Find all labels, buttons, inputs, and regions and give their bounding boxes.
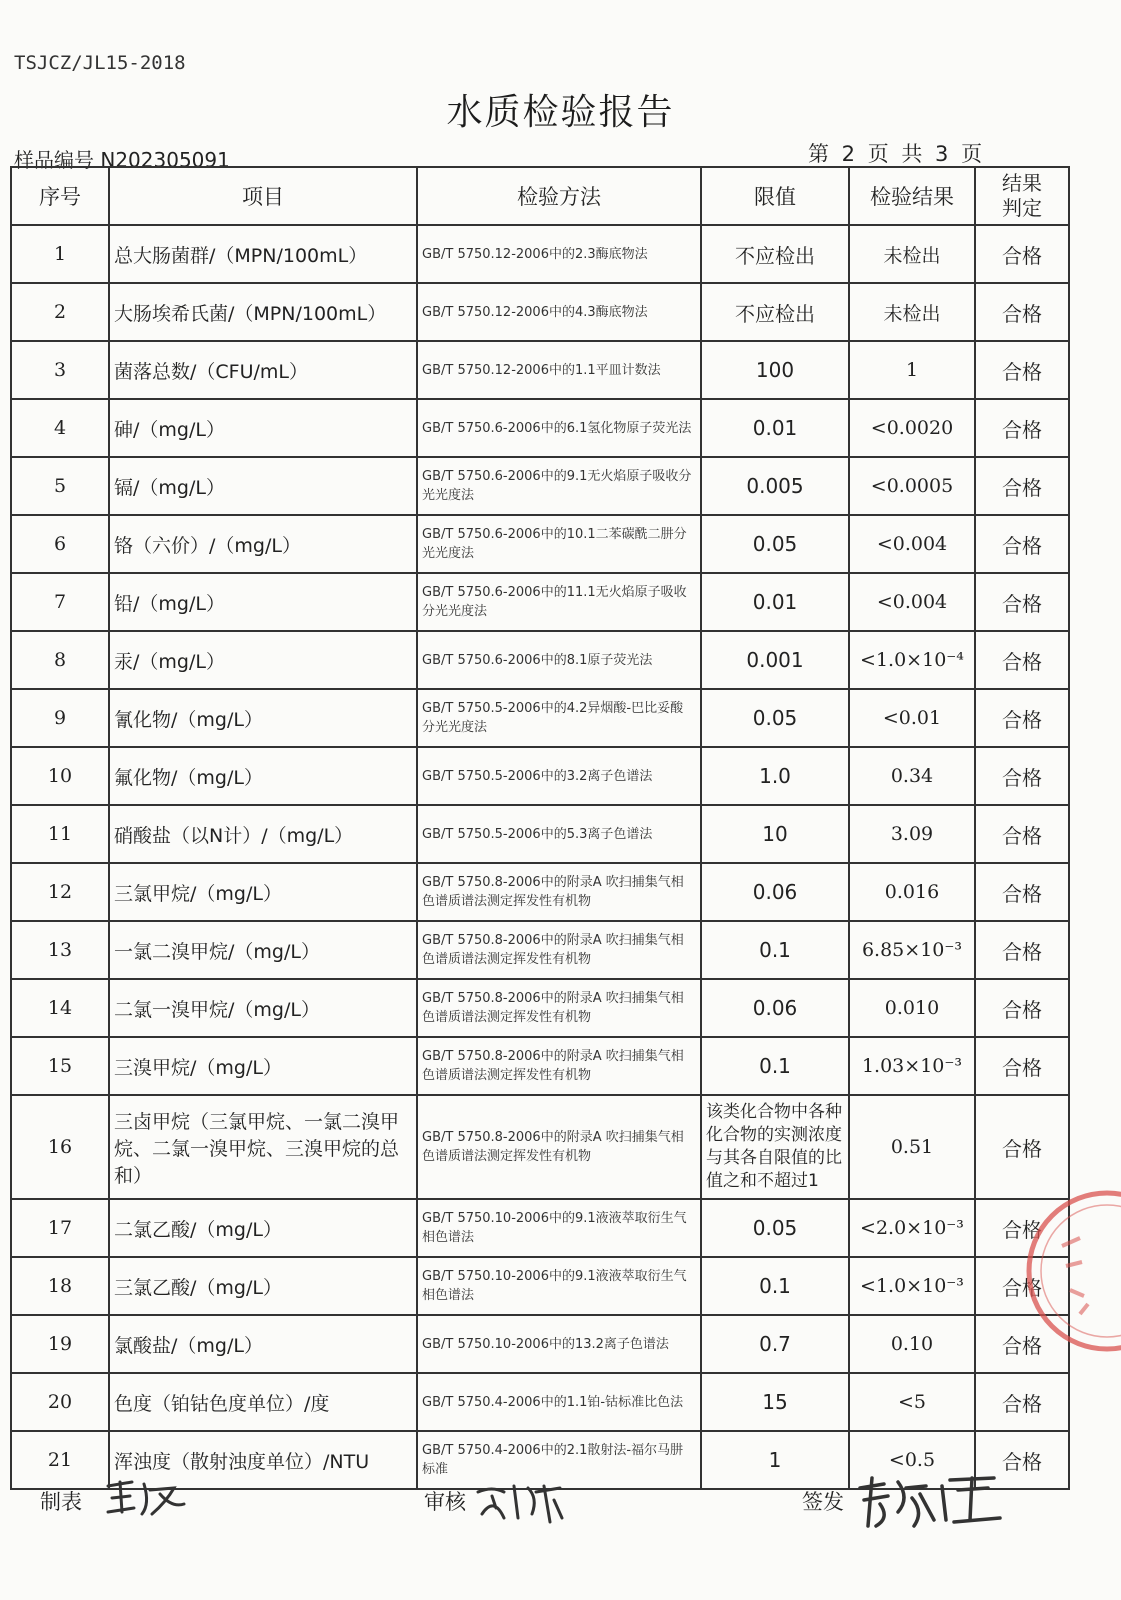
cell-judgement: 合格 [975, 1037, 1069, 1095]
cell-no: 2 [11, 283, 109, 341]
cell-item: 三卤甲烷（三氯甲烷、一氯二溴甲烷、二氯一溴甲烷、三溴甲烷的总和） [109, 1095, 417, 1199]
cell-method: GB/T 5750.8-2006中的附录A 吹扫捕集气相色谱质谱法测定挥发性有机物 [417, 921, 701, 979]
cell-method: GB/T 5750.5-2006中的5.3离子色谱法 [417, 805, 701, 863]
cell-method: GB/T 5750.12-2006中的2.3酶底物法 [417, 225, 701, 283]
cell-item: 三氯乙酸/（mg/L） [109, 1257, 417, 1315]
cell-item: 浑浊度（散射浊度单位）/NTU [109, 1431, 417, 1489]
cell-no: 3 [11, 341, 109, 399]
cell-judgement: 合格 [975, 1199, 1069, 1257]
cell-no: 5 [11, 457, 109, 515]
footer-maker-label: 制表 [40, 1490, 82, 1514]
cell-method: GB/T 5750.8-2006中的附录A 吹扫捕集气相色谱质谱法测定挥发性有机物 [417, 979, 701, 1037]
cell-result: 0.34 [849, 747, 975, 805]
cell-result: 未检出 [849, 283, 975, 341]
cell-limit: 0.06 [701, 979, 849, 1037]
cell-item: 三溴甲烷/（mg/L） [109, 1037, 417, 1095]
cell-judgement: 合格 [975, 457, 1069, 515]
inspection-table [10, 166, 1070, 1490]
cell-method: GB/T 5750.6-2006中的9.1无火焰原子吸收分光光度法 [417, 457, 701, 515]
footer-issuer-label: 签发 [802, 1490, 844, 1514]
cell-limit: 0.05 [701, 1199, 849, 1257]
cell-limit: 0.05 [701, 689, 849, 747]
cell-no: 17 [11, 1199, 109, 1257]
cell-item: 一氯二溴甲烷/（mg/L） [109, 921, 417, 979]
table-row [11, 747, 1069, 805]
footer-reviewer-label: 审核 [424, 1490, 466, 1514]
cell-judgement: 合格 [975, 283, 1069, 341]
cell-method: GB/T 5750.8-2006中的附录A 吹扫捕集气相色谱质谱法测定挥发性有机物 [417, 1037, 701, 1095]
cell-limit: 1.0 [701, 747, 849, 805]
cell-item: 氰化物/（mg/L） [109, 689, 417, 747]
cell-item: 铬（六价）/（mg/L） [109, 515, 417, 573]
cell-method: GB/T 5750.5-2006中的4.2异烟酸-巴比妥酸分光光度法 [417, 689, 701, 747]
cell-item: 色度（铂钴色度单位）/度 [109, 1373, 417, 1431]
cell-no: 19 [11, 1315, 109, 1373]
cell-judgement: 合格 [975, 399, 1069, 457]
cell-method: GB/T 5750.4-2006中的2.1散射法-福尔马肼标准 [417, 1431, 701, 1489]
cell-result: 0.010 [849, 979, 975, 1037]
table-row [11, 225, 1069, 283]
table-row [11, 283, 1069, 341]
cell-item: 硝酸盐（以N计）/（mg/L） [109, 805, 417, 863]
header-judgement-line1: 结果 [1002, 171, 1042, 195]
sample-number-value: N202305091 [100, 148, 230, 172]
cell-no: 20 [11, 1373, 109, 1431]
table-row [11, 515, 1069, 573]
cell-result: <0.01 [849, 689, 975, 747]
sample-label: 样品编号 [14, 148, 94, 172]
cell-item: 镉/（mg/L） [109, 457, 417, 515]
cell-result: <0.5 [849, 1431, 975, 1489]
table-row [11, 341, 1069, 399]
cell-result: <1.0×10⁻⁴ [849, 631, 975, 689]
table-row [11, 1257, 1069, 1315]
cell-method: GB/T 5750.6-2006中的6.1氢化物原子荧光法 [417, 399, 701, 457]
table-row [11, 979, 1069, 1037]
cell-result: <5 [849, 1373, 975, 1431]
table-row [11, 631, 1069, 689]
cell-item: 氟化物/（mg/L） [109, 747, 417, 805]
cell-limit: 0.001 [701, 631, 849, 689]
cell-result: <2.0×10⁻³ [849, 1199, 975, 1257]
cell-judgement: 合格 [975, 1431, 1069, 1489]
cell-no: 11 [11, 805, 109, 863]
cell-judgement: 合格 [975, 1095, 1069, 1199]
table-row [11, 1095, 1069, 1199]
cell-judgement: 合格 [975, 341, 1069, 399]
cell-no: 21 [11, 1431, 109, 1489]
header-method: 检验方法 [417, 167, 701, 225]
cell-judgement: 合格 [975, 689, 1069, 747]
cell-result: 6.85×10⁻³ [849, 921, 975, 979]
cell-limit: 10 [701, 805, 849, 863]
cell-no: 6 [11, 515, 109, 573]
header-no: 序号 [11, 167, 109, 225]
table-row [11, 399, 1069, 457]
cell-method: GB/T 5750.12-2006中的4.3酶底物法 [417, 283, 701, 341]
document-code: TSJCZ/JL15-2018 [14, 52, 186, 74]
header-item: 项目 [109, 167, 417, 225]
cell-limit: 0.05 [701, 515, 849, 573]
cell-item: 砷/（mg/L） [109, 399, 417, 457]
cell-no: 8 [11, 631, 109, 689]
cell-result: 1.03×10⁻³ [849, 1037, 975, 1095]
cell-result: 0.51 [849, 1095, 975, 1199]
cell-method: GB/T 5750.12-2006中的1.1平皿计数法 [417, 341, 701, 399]
cell-item: 铅/（mg/L） [109, 573, 417, 631]
table-row [11, 1373, 1069, 1431]
cell-result: 3.09 [849, 805, 975, 863]
cell-method: GB/T 5750.10-2006中的13.2离子色谱法 [417, 1315, 701, 1373]
cell-result: <0.0020 [849, 399, 975, 457]
cell-no: 1 [11, 225, 109, 283]
cell-result: <0.004 [849, 515, 975, 573]
cell-limit: 不应检出 [701, 283, 849, 341]
cell-no: 12 [11, 863, 109, 921]
table-header-row [11, 167, 1069, 225]
cell-judgement: 合格 [975, 979, 1069, 1037]
cell-judgement: 合格 [975, 863, 1069, 921]
cell-no: 9 [11, 689, 109, 747]
cell-result: 1 [849, 341, 975, 399]
maker-signature [104, 1474, 188, 1520]
table-row [11, 689, 1069, 747]
cell-item: 菌落总数/（CFU/mL） [109, 341, 417, 399]
header-judgement-line2: 判定 [1002, 196, 1042, 220]
cell-item: 二氯一溴甲烷/（mg/L） [109, 979, 417, 1037]
cell-result: 0.016 [849, 863, 975, 921]
cell-limit: 0.005 [701, 457, 849, 515]
cell-judgement: 合格 [975, 1257, 1069, 1315]
cell-item: 大肠埃希氏菌/（MPN/100mL） [109, 283, 417, 341]
cell-no: 16 [11, 1095, 109, 1199]
cell-result: <0.004 [849, 573, 975, 631]
table-row [11, 457, 1069, 515]
cell-limit: 0.01 [701, 399, 849, 457]
table-row [11, 573, 1069, 631]
cell-result: 0.10 [849, 1315, 975, 1373]
cell-result: <1.0×10⁻³ [849, 1257, 975, 1315]
cell-limit: 15 [701, 1373, 849, 1431]
cell-no: 15 [11, 1037, 109, 1095]
cell-limit: 100 [701, 341, 849, 399]
header-result: 检验结果 [849, 167, 975, 225]
cell-judgement: 合格 [975, 225, 1069, 283]
cell-no: 13 [11, 921, 109, 979]
cell-limit: 0.1 [701, 1257, 849, 1315]
cell-method: GB/T 5750.8-2006中的附录A 吹扫捕集气相色谱质谱法测定挥发性有机物 [417, 863, 701, 921]
cell-limit: 该类化合物中各种化合物的实测浓度与其各自限值的比值之和不超过1 [701, 1095, 849, 1199]
page-indicator: 第 2 页 共 3 页 [808, 142, 983, 166]
cell-limit: 0.1 [701, 1037, 849, 1095]
cell-item: 总大肠菌群/（MPN/100mL） [109, 225, 417, 283]
cell-judgement: 合格 [975, 631, 1069, 689]
official-seal-stamp [1022, 1186, 1121, 1356]
issuer-signature [854, 1468, 1004, 1532]
cell-limit: 0.1 [701, 921, 849, 979]
cell-method: GB/T 5750.8-2006中的附录A 吹扫捕集气相色谱质谱法测定挥发性有机物 [417, 1095, 701, 1199]
cell-no: 14 [11, 979, 109, 1037]
cell-item: 三氯甲烷/（mg/L） [109, 863, 417, 921]
table-row [11, 921, 1069, 979]
cell-method: GB/T 5750.6-2006中的8.1原子荧光法 [417, 631, 701, 689]
cell-no: 18 [11, 1257, 109, 1315]
cell-method: GB/T 5750.10-2006中的9.1液液萃取衍生气相色谱法 [417, 1199, 701, 1257]
table-row [11, 863, 1069, 921]
cell-judgement: 合格 [975, 1373, 1069, 1431]
cell-judgement: 合格 [975, 1315, 1069, 1373]
cell-method: GB/T 5750.5-2006中的3.2离子色谱法 [417, 747, 701, 805]
cell-no: 7 [11, 573, 109, 631]
table-row [11, 805, 1069, 863]
cell-judgement: 合格 [975, 573, 1069, 631]
cell-no: 4 [11, 399, 109, 457]
cell-judgement: 合格 [975, 805, 1069, 863]
cell-result: 未检出 [849, 225, 975, 283]
cell-item: 二氯乙酸/（mg/L） [109, 1199, 417, 1257]
cell-limit: 0.01 [701, 573, 849, 631]
cell-judgement: 合格 [975, 747, 1069, 805]
cell-item: 氯酸盐/（mg/L） [109, 1315, 417, 1373]
cell-limit: 0.7 [701, 1315, 849, 1373]
reviewer-signature [474, 1478, 566, 1524]
cell-result: <0.0005 [849, 457, 975, 515]
cell-limit: 不应检出 [701, 225, 849, 283]
cell-no: 10 [11, 747, 109, 805]
header-judgement [975, 167, 1069, 225]
cell-method: GB/T 5750.10-2006中的9.1液液萃取衍生气相色谱法 [417, 1257, 701, 1315]
cell-method: GB/T 5750.6-2006中的10.1二苯碳酰二肼分光光度法 [417, 515, 701, 573]
report-title: 水质检验报告 [446, 92, 675, 133]
cell-method: GB/T 5750.6-2006中的11.1无火焰原子吸收分光光度法 [417, 573, 701, 631]
table-row [11, 1199, 1069, 1257]
table-row [11, 1037, 1069, 1095]
table-row [11, 1315, 1069, 1373]
cell-limit: 1 [701, 1431, 849, 1489]
cell-judgement: 合格 [975, 921, 1069, 979]
cell-limit: 0.06 [701, 863, 849, 921]
cell-judgement: 合格 [975, 515, 1069, 573]
cell-item: 汞/（mg/L） [109, 631, 417, 689]
header-limit: 限值 [701, 167, 849, 225]
cell-method: GB/T 5750.4-2006中的1.1铂-钴标准比色法 [417, 1373, 701, 1431]
